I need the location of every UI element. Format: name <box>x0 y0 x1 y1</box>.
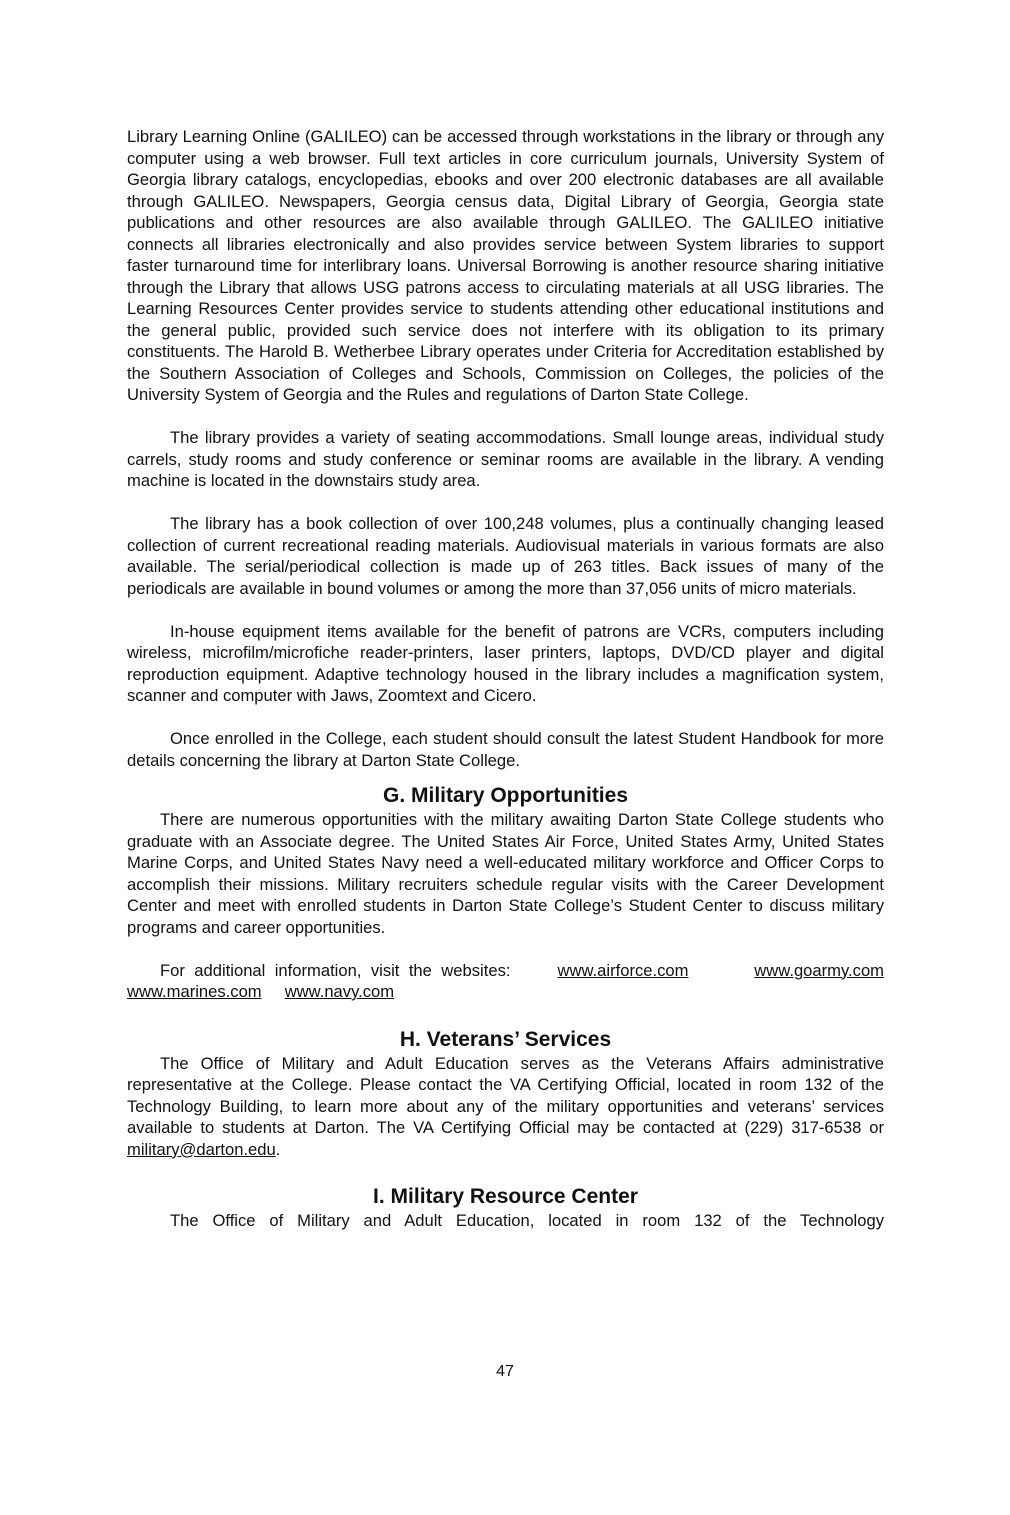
heading-veterans-services: H. Veterans’ Services <box>399 1027 612 1051</box>
link-goarmy[interactable]: www.goarmy.com <box>754 960 884 980</box>
military-links-paragraph <box>127 960 884 1003</box>
veterans-text: The Office of Military and Adult Education serves as the Veterans Affairs administrative representative at the College. Please contact the VA Certifying Official, located in room 132 of the Technology Building, to learn more about any of the military opportunities and veterans’ services available to students at Darton. The VA Certifying Official may be contacted at (229) 317-6538 or <box>127 1053 884 1137</box>
military-paragraph: There are numerous opportunities with the military awaiting Darton State College students who graduate with an Associate degree. The United States Air Force, United States Army, United States Marine Corps, and United States Navy need a well-educated military workforce and Officer Corps to accomplish their missions. Military recruiters schedule regular visits with the Career Development Center and meet with enrolled students in Darton State College’s Student Center to discuss military programs and career opportunities. <box>127 810 884 937</box>
veterans-text-end: . <box>275 1139 281 1159</box>
library-paragraph-galileo: Library Learning Online (GALILEO) can be accessed through workstations in the library or through any computer using a web browser. Full text articles in core curriculum journals, University System of Georgia library catalogs, encyclopedias, ebooks and over 200 electronic databases are all available through GALILEO. Newspapers, Georgia census data, Digital Library of Georgia, Georgia state publications and other resources are also available through GALILEO. The GALILEO initiative connects all libraries electronically and also provides service between System libraries to support faster turnaround time for interlibrary loans. Universal Borrowing is another resource sharing initiative through the Library that allows USG patrons access to circulating materials at all USG libraries. The Learning Resources Center provides service to students attending other educational institutions and the general public, provided such service does not interfere with its obligation to its primary constituents. The Harold B. Wetherbee Library operates under Criteria for Accreditation established by the Southern Association of Colleges and Schools, Commission on Colleges, the policies of the University System of Georgia and the Rules and regulations of Darton State College. <box>127 127 884 404</box>
link-navy[interactable]: www.navy.com <box>284 982 395 1001</box>
library-paragraph-collection: The library has a book collection of over 100,248 volumes, plus a continually changing leased collection of current recreational reading materials. Audiovisual materials in various formats are also available. The serial/periodical collection is made up of 263 titles. Back issues of many of the periodicals are available in bound volumes or among the more than 37,056 units of micro materials. <box>127 514 884 598</box>
link-marines[interactable]: www.marines.com <box>127 982 262 1001</box>
veterans-email-link[interactable]: military@darton.edu <box>127 1139 276 1159</box>
library-paragraph-equipment: In-house equipment items available for the benefit of patrons are VCRs, computers including wireless, microfilm/microfiche reader-printers, laser printers, laptops, DVD/CD player and digital reproduction equipment. Adaptive technology housed in the library includes a magnification system, scanner and computer with Jaws, Zoomtext and Cicero. <box>127 621 884 705</box>
heading-military-opportunities: G. Military Opportunities <box>382 784 629 807</box>
military-links-intro: For additional information, visit the websites: <box>160 960 511 980</box>
veterans-paragraph <box>127 1053 884 1161</box>
page-content <box>127 126 884 1232</box>
library-paragraph-seating: The library provides a variety of seating accommodations. Small lounge areas, individual study carrels, study rooms and study conference or seminar rooms are available in the library. A vending machine is located in the downstairs study area. <box>127 428 884 490</box>
resource-center-paragraph: The Office of Military and Adult Education, located in room 132 of the Technology <box>170 1211 884 1230</box>
library-paragraph-handbook: Once enrolled in the College, each student should consult the latest Student Handbook for more details concerning the library at Darton State College. <box>127 729 884 770</box>
heading-military-resource-center: I. Military Resource Center <box>373 1185 638 1208</box>
page-number: 47 <box>496 1363 514 1380</box>
link-airforce[interactable]: www.airforce.com <box>557 960 689 980</box>
